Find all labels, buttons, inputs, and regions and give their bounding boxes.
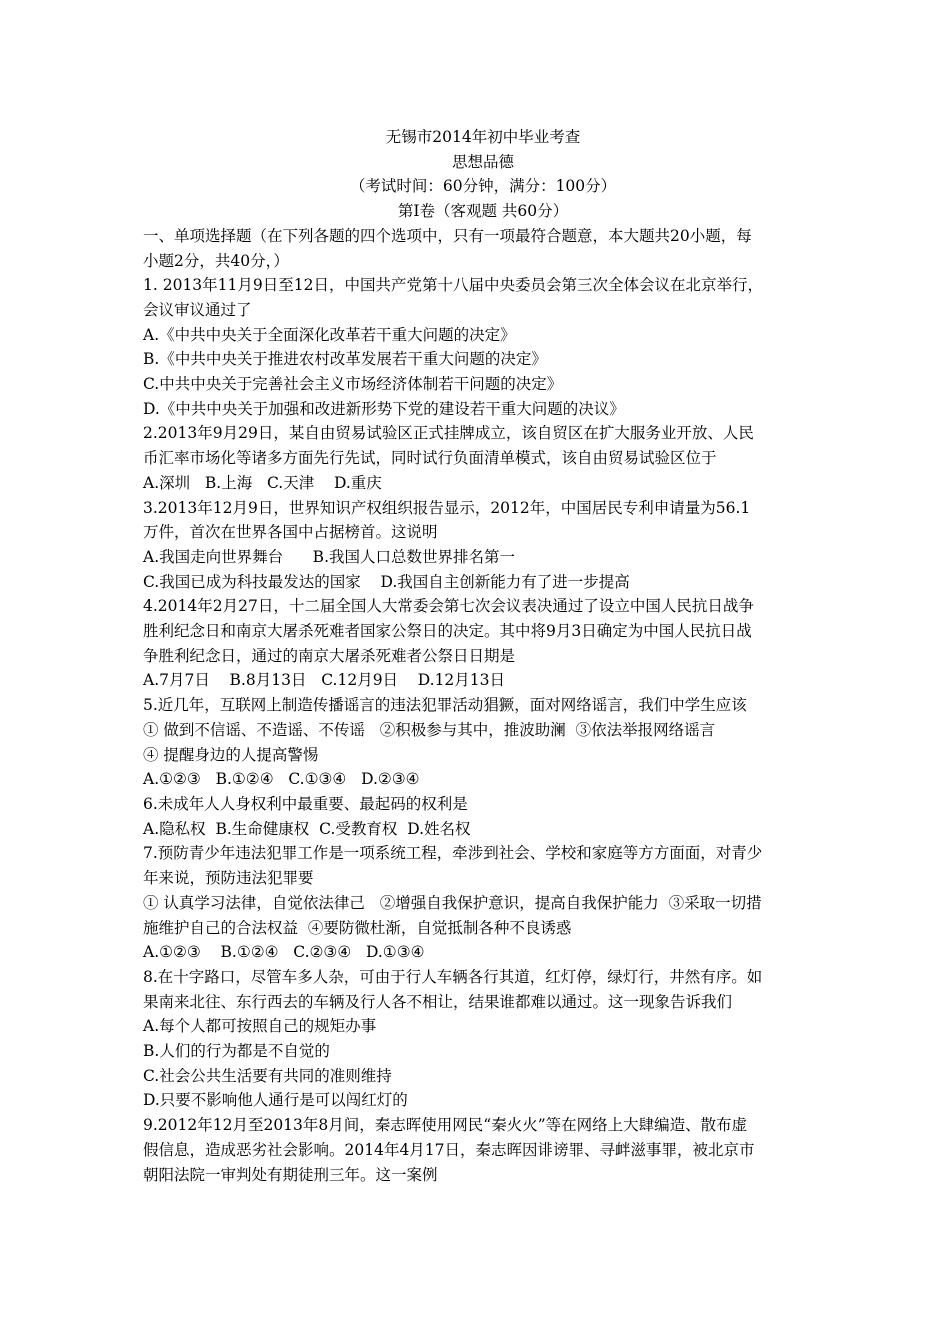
question-9 [143, 1113, 823, 1187]
question-7 [143, 841, 823, 965]
exam-title: 无锡市2014年初中毕业考查 [385, 128, 581, 146]
question-stem-line: 果南来北往、东行西去的车辆及行人各不相让，结果谁都难以通过。这一现象告诉我们 [143, 992, 733, 1011]
question-stem-line: 6.未成年人人身权利中最重要、最起码的权利是 [143, 794, 468, 813]
section-heading-line: 一、单项选择题（在下列各题的四个选项中，只有一项最符合题意，本大题共20小题，每 [143, 226, 752, 245]
question-stem-line: 4.2014年2月27日，十二届全国人大常委会第七次会议表决通过了设立中国人民抗日战争 [143, 597, 754, 616]
question-6 [143, 792, 823, 841]
question-4 [143, 594, 823, 693]
question-stem-line: 争胜利纪念日，通过的南京大屠杀死难者公祭日日期是 [143, 646, 516, 665]
question-option: B.《中共中央关于推进农村改革发展若干重大问题的决定》 [143, 350, 547, 369]
question-stem-line: 币汇率市场化等诸多方面先行先试，同时试行负面清单模式，该自由贸易试验区位于 [143, 449, 717, 468]
question-5 [143, 693, 823, 792]
question-stem-line: 朝阳法院一审判处有期徒刑三年。这一案例 [143, 1165, 438, 1184]
question-stem-line: 3.2013年12月9日，世界知识产权组织报告显示，2012年，中国居民专利申请量为56.1 [143, 498, 751, 517]
question-stem-line: 2.2013年9月29日，某自由贸易试验区正式挂牌成立，该自贸区在扩大服务业开放、人民 [143, 424, 754, 443]
question-option: C.中共中央关于完善社会主义市场经济体制若干问题的决定》 [143, 375, 563, 394]
question-stem-line: 5.近几年，互联网上制造传播谣言的违法犯罪活动猖獗，面对网络谣言，我们中学生应该 [143, 696, 747, 715]
exam-subject: 思想品德 [451, 152, 514, 171]
question-option: D.《中共中央关于加强和改进新形势下党的建设若干重大问题的决议》 [143, 399, 625, 418]
question-8 [143, 965, 823, 1113]
question-option: A.我国走向世界舞台 B.我国人口总数世界排名第一 [143, 547, 516, 566]
exam-info: （考试时间：60分钟，满分：100分） [349, 177, 617, 196]
question-option: A.《中共中央关于全面深化改革若干重大问题的决定》 [143, 325, 516, 344]
section-heading-line: 小题2分，共40分，） [143, 251, 289, 270]
question-option: B.人们的行为都是不自觉的 [143, 1042, 330, 1061]
question-option: A.每个人都可按照自己的规矩办事 [143, 1017, 377, 1036]
question-stem-line: 7.预防青少年违法犯罪工作是一项系统工程，牵涉到社会、学校和家庭等方方面面，对青少 [143, 844, 763, 863]
question-option: ① 做到不信谣、不造谣、不传谣 ②积极参与其中，推波助澜 ③依法举报网络谣言 [143, 720, 716, 739]
question-option: A.隐私权 B.生命健康权 C.受教育权 D.姓名权 [143, 819, 471, 838]
question-option: C.社会公共生活要有共同的准则维持 [143, 1066, 392, 1085]
question-option: A.①②③ B.①②④ C.①③④ D.②③④ [143, 770, 420, 789]
question-stem-line: 9.2012年12月至2013年8月间，秦志晖使用网民“秦火火”等在网络上大肆编造、散布虚 [143, 1116, 748, 1135]
question-3 [143, 496, 823, 595]
question-option: ④ 提醒身边的人提高警惕 [143, 745, 319, 764]
question-stem-line: 胜利纪念日和南京大屠杀死难者国家公祭日的决定。其中将9月3日确定为中国人民抗日战 [143, 622, 752, 641]
question-stem-line: 1. 2013年11月9日至12日，中国共产党第十八届中央委员会第三次全体会议在北京举行， [143, 276, 763, 295]
question-stem-line: 假信息，造成恶劣社会影响。2014年4月17日，秦志晖因诽谤罪、寻衅滋事罪，被北京市 [143, 1140, 755, 1159]
question-1 [143, 273, 823, 421]
question-option: D.只要不影响他人通行是可以闯红灯的 [143, 1091, 408, 1110]
question-option: A.①②③ B.①②④ C.②③④ D.①③④ [143, 943, 425, 962]
question-stem-line: 万件，首次在世界各国中占据榜首。这说明 [143, 523, 438, 542]
question-option: C.我国已成为科技最发达的国家 D.我国自主创新能力有了进一步提高 [143, 572, 630, 591]
question-option: ① 认真学习法律，自觉依法律己 ②增强自我保护意识，提高自我保护能力 ③采取一切措 [143, 893, 762, 912]
question-stem-line: 会议审议通过了 [143, 300, 252, 319]
question-option: 施维护自己的合法权益 ④要防微杜渐，自觉抵制各种不良诱惑 [143, 918, 572, 937]
question-stem-line: 年来说，预防违法犯罪要 [143, 869, 314, 888]
question-2 [143, 421, 823, 495]
volume-heading: 第Ⅰ卷（客观题 共60分） [397, 202, 569, 221]
question-option: A.7月7日 B.8月13日 C.12月9日 D.12月13日 [143, 671, 506, 690]
question-option: A.深圳 B.上海 C.天津 D.重庆 [143, 473, 382, 492]
question-stem-line: 8.在十字路口，尽管车多人杂，可由于行人车辆各行其道，红灯停，绿灯行，井然有序。如 [143, 967, 763, 986]
exam-page [143, 125, 823, 1187]
